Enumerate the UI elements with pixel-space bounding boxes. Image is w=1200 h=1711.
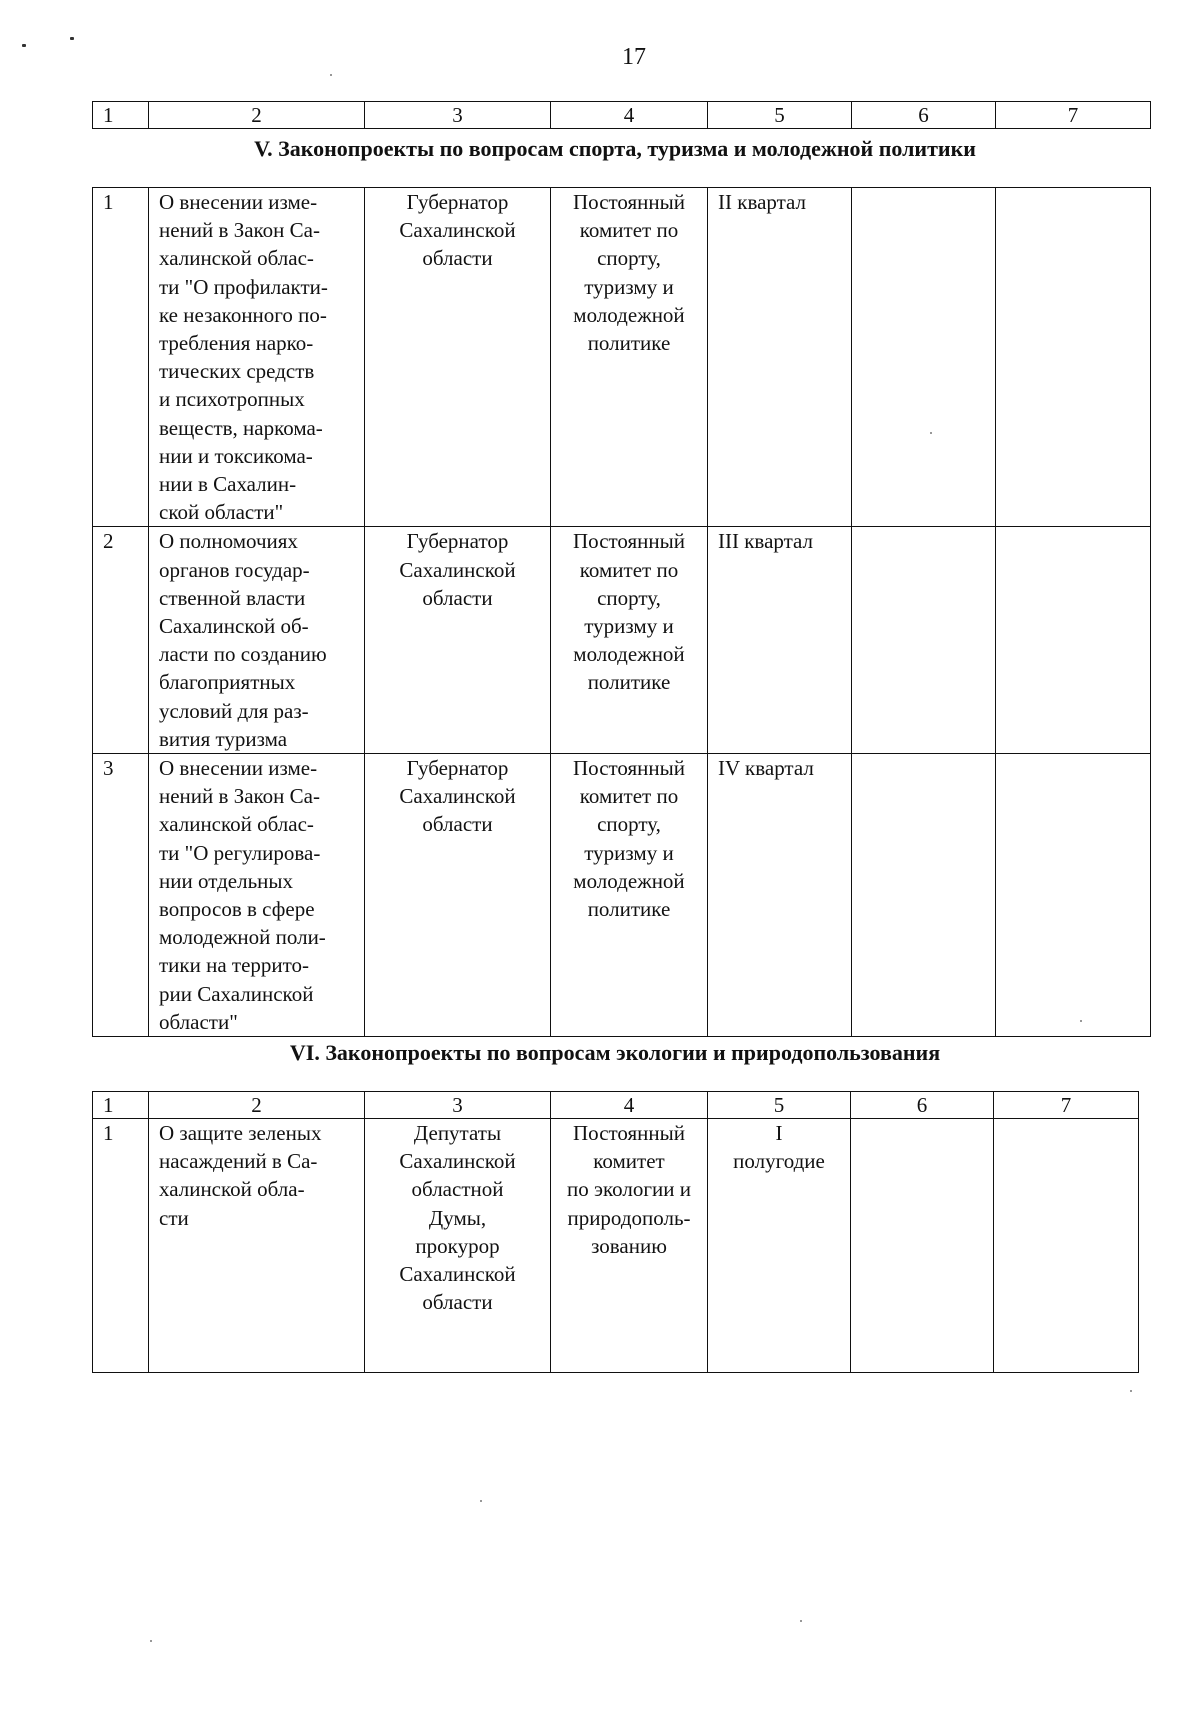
scan-speck [1080,1020,1082,1022]
period: III квартал [708,527,852,754]
bill-title: О внесении изме- нений в Закон Са- халинской облас- ти "О регулирова- нии отдельных вопросов в сфере молодежной поли- тики на террито- рии Сахалинской области" [149,754,365,1037]
page-number: 17 [622,44,646,70]
column-number-row [93,1092,1139,1119]
row-number: 1 [93,1119,149,1373]
responsible-committee: Постоянный комитет по спорту, туризму и молодежной политике [551,188,708,527]
row-number: 3 [93,754,149,1037]
column-7-cell [996,527,1151,754]
row-number: 2 [93,527,149,754]
initiator: Губернатор Сахалинской области [365,754,551,1037]
responsible-committee: Постоянный комитет по спорту, туризму и молодежной политике [551,527,708,754]
section-vi-heading: VI. Законопроекты по вопросам экологии и природопользования [289,1040,941,1065]
column-7-cell [996,754,1151,1037]
period: IV квартал [708,754,852,1037]
scan-speck [330,74,332,76]
column-number-row [93,102,1151,129]
column-number: 4 [551,102,708,129]
column-number: 7 [996,102,1151,129]
column-6-cell [851,1119,994,1373]
table-row [93,754,1151,1037]
column-number: 3 [365,102,551,129]
column-number: 1 [93,1092,149,1119]
column-6-cell [852,754,996,1037]
responsible-committee: Постоянный комитет по спорту, туризму и молодежной политике [551,754,708,1037]
column-number: 7 [994,1092,1139,1119]
table-row [93,188,1151,527]
scan-speck [150,1640,152,1642]
column-number: 5 [708,1092,851,1119]
column-6-cell [852,188,996,527]
period: I полугодие [708,1119,851,1373]
initiator: Губернатор Сахалинской области [365,527,551,754]
period: II квартал [708,188,852,527]
scan-speck [930,432,932,434]
top-header-table [92,101,1151,129]
scan-speck [1130,1390,1132,1392]
table-row [93,1119,1139,1373]
table-row [93,527,1151,754]
column-number: 1 [93,102,149,129]
responsible-committee: Постоянный комитет по экологии и природополь- зованию [551,1119,708,1373]
section-v-heading: V. Законопроекты по вопросам спорта, туризма и молодежной политики [254,136,976,161]
column-number: 2 [149,1092,365,1119]
initiator: Губернатор Сахалинской области [365,188,551,527]
section-v-table [92,187,1151,1037]
column-number: 3 [365,1092,551,1119]
column-number: 2 [149,102,365,129]
bill-title: О внесении изме- нений в Закон Са- халинской облас- ти "О профилакти- ке незаконного по- требления нарко- тических средств и психотропных веществ, наркома- нии и токсикома- нии в Сахалин- ской области" [149,188,365,527]
bill-title: О полномочиях органов государ- ственной власти Сахалинской об- ласти по созданию благоприятных условий для раз- вития туризма [149,527,365,754]
scan-speck [480,1500,482,1502]
section-vi-table [92,1091,1139,1373]
row-number: 1 [93,188,149,527]
scan-speck [800,1620,802,1622]
scan-speck [70,37,74,40]
column-7-cell [994,1119,1139,1373]
column-7-cell [996,188,1151,527]
column-number: 6 [852,102,996,129]
initiator: Депутаты Сахалинской областной Думы, прокурор Сахалинской области [365,1119,551,1373]
column-number: 6 [851,1092,994,1119]
column-number: 4 [551,1092,708,1119]
bill-title: О защите зеленых насаждений в Са- халинской обла- сти [149,1119,365,1373]
column-number: 5 [708,102,852,129]
column-6-cell [852,527,996,754]
scan-speck [22,44,26,47]
